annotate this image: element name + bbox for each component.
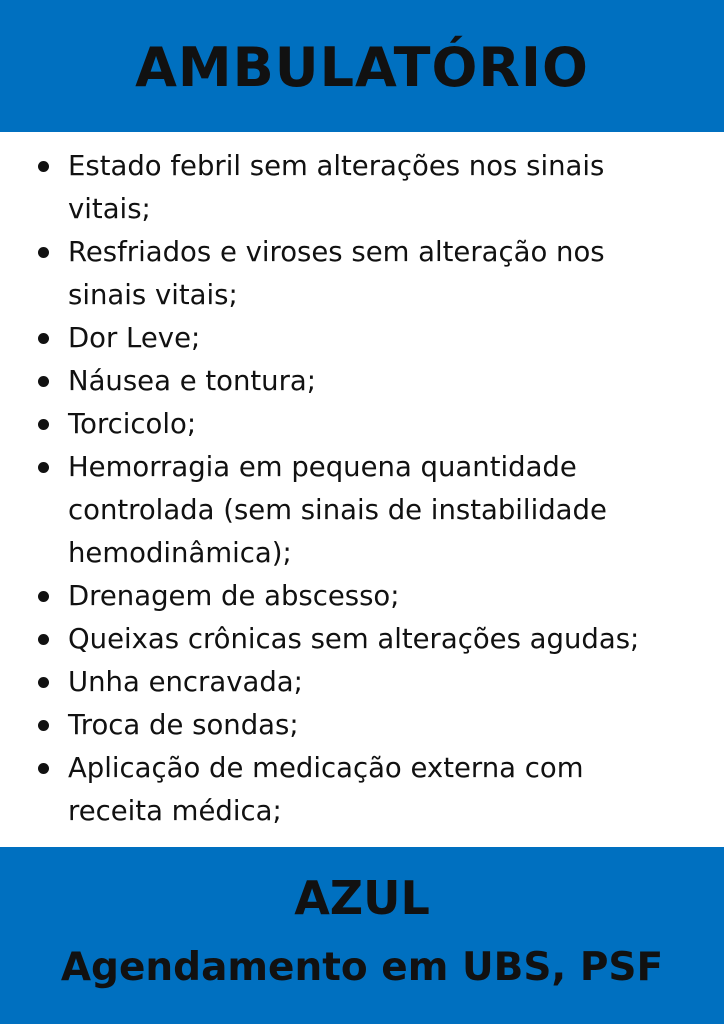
list-item: Queixas crônicas sem alterações agudas; [68,618,724,661]
header-band [0,0,724,132]
list-item: Drenagem de abscesso; [68,575,724,618]
page-title: AMBULATÓRIO [135,35,589,99]
criteria-list [0,145,724,833]
list-item: Estado febril sem alterações nos sinais vitais; [68,145,724,231]
list-item: Hemorragia em pequena quantidade controlada (sem sinais de instabilidade hemodinâmica); [68,446,724,575]
list-item: Náusea e tontura; [68,360,724,403]
category-label: AZUL [294,871,430,925]
list-item: Torcicolo; [68,403,724,446]
list-item: Unha encravada; [68,661,724,704]
list-item: Troca de sondas; [68,704,724,747]
list-item: Resfriados e viroses sem alteração nos sinais vitais; [68,231,724,317]
list-item: Aplicação de medicação externa com receita médica; [68,747,724,833]
footer-band [0,847,724,1024]
scheduling-note: Agendamento em UBS, PSF [60,945,664,990]
list-item: Dor Leve; [68,317,724,360]
